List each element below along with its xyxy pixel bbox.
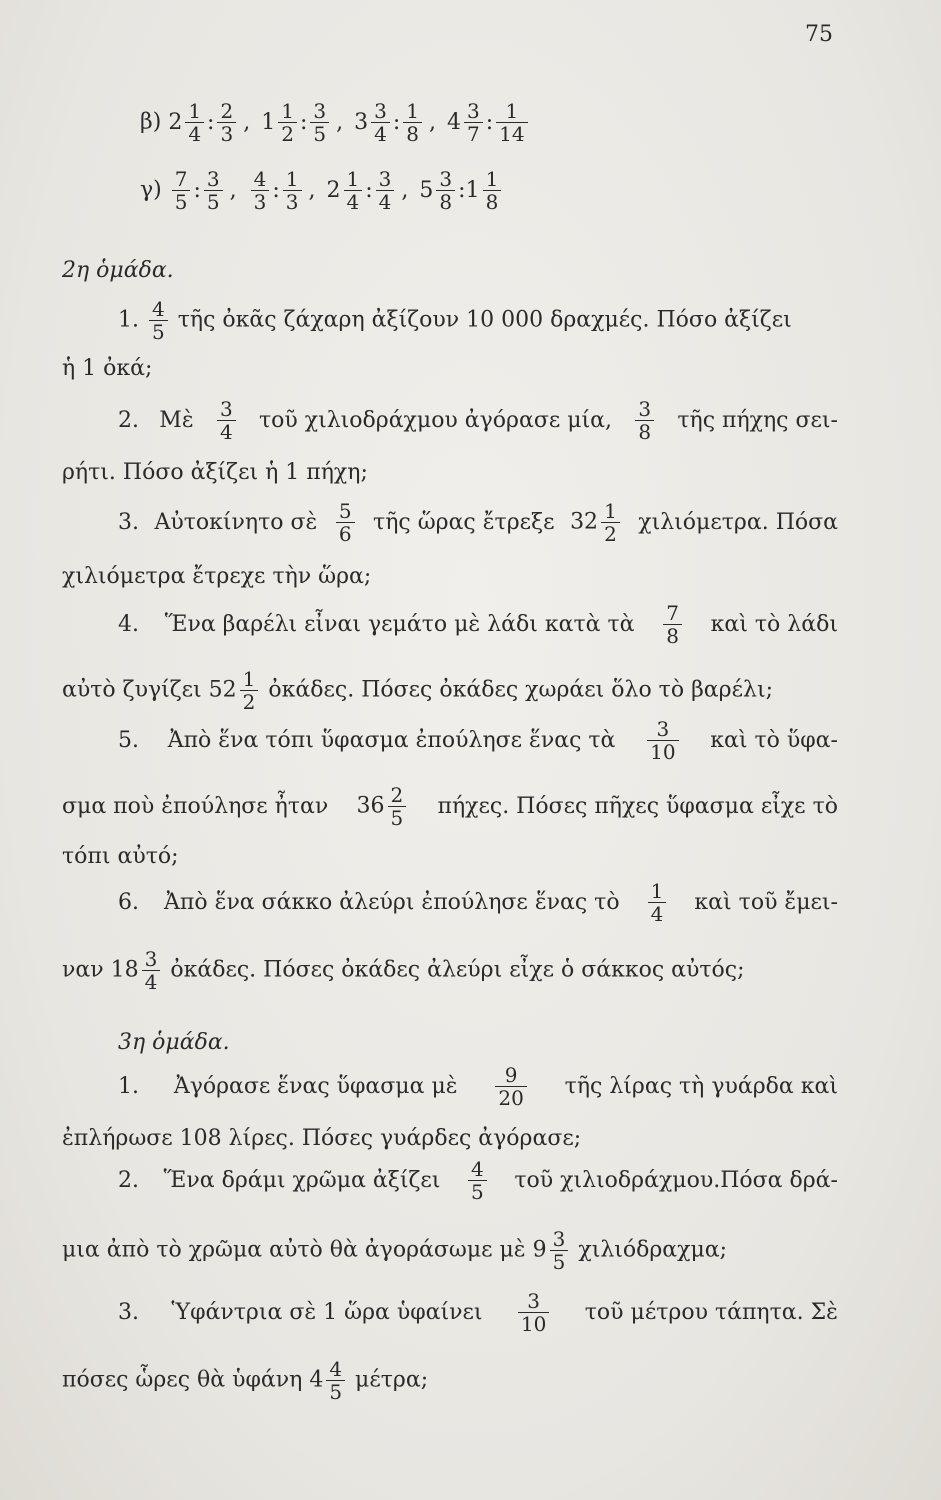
problem-2-3: 3. Αὐτοκίνητο σὲ $\frac{5}{6}$ τῆς ὥρας ἔτρεξε 32 $\frac{1}{2}$ χιλιόμετρα. Πόσα (118, 499, 838, 546)
division-expression: 4 $\frac{3}{7}$ : $\frac{1}{14}$ (447, 110, 531, 135)
problem-2-6-cont: ναν 18 $\frac{3}{4}$ ὀκάδες. Πόσες ὀκάδες ἀλεύρι εἶχε ὁ σάκκος αὐτός; (62, 947, 745, 994)
problem-2-6: 6. Ἀπὸ ἕνα σάκκο ἀλεύρι ἐπούλησε ἕνας τὸ $\frac{1}{4}$ καὶ τοῦ ἔμει- (118, 879, 838, 926)
problem-2-2-cont: ρήτι. Πόσο ἀξίζει ἡ 1 πήχη; (62, 460, 368, 485)
page-number: 75 (805, 22, 833, 47)
division-expression: 2 $\frac{1}{4}$ : $\frac{3}{4}$ , (326, 167, 409, 214)
problem-2-3-cont: χιλιόμετρα ἔτρεχε τὴν ὥρα; (62, 564, 372, 589)
exercise-b-row (140, 100, 531, 145)
problem-2-4-cont: αὐτὸ ζυγίζει 52 $\frac{1}{2}$ ὀκάδες. Πόσες ὀκάδες χωράει ὅλο τὸ βαρέλι; (62, 667, 773, 714)
division-expression: 1 $\frac{1}{2}$ : $\frac{3}{5}$ , (261, 99, 344, 146)
exercise-c-label: γ) (140, 177, 162, 203)
division-expression: $\frac{4}{3}$ : $\frac{1}{3}$ , (248, 178, 320, 203)
group-2-heading: 2η ὁμάδα. (62, 258, 174, 283)
problem-2-5-cont: σμα ποὺ ἐπούλησε ἦταν 36 $\frac{2}{5}$ πήχες. Πόσες πῆχες ὕφασμα εἶχε τὸ (62, 783, 838, 830)
exercise-c-row (140, 168, 504, 213)
problem-3-3: 3. Ὑφάντρια σὲ 1 ὥρα ὑφαίνει $\frac{3}{10}$ τοῦ μέτρου τάπητα. Σὲ (118, 1289, 838, 1336)
problem-2-1-cont: ἡ 1 ὀκά; (62, 356, 153, 381)
division-expression: $\frac{7}{5}$ : $\frac{3}{5}$ , (169, 178, 241, 203)
exercise-b-label: β) (140, 109, 162, 135)
division-expression: 5 $\frac{3}{8}$ :1 $\frac{1}{8}$ (419, 178, 504, 203)
problem-3-2: 2. Ἕνα δράμι χρῶμα ἀξίζει $\frac{4}{5}$ τοῦ χιλιοδράχμου.Πόσα δρά- (118, 1157, 838, 1204)
division-expression: 2 $\frac{1}{4}$ : $\frac{2}{3}$ , (168, 99, 251, 146)
problem-2-1: 1. $\frac{4}{5}$ τῆς ὀκᾶς ζάχαρη ἀξίζουν 10 000 δραχμές. Πόσο ἀξίζει (118, 297, 792, 344)
division-expression: 3 $\frac{3}{4}$ : $\frac{1}{8}$ , (354, 99, 436, 146)
problem-2-2: 2. Μὲ $\frac{3}{4}$ τοῦ χιλιοδράχμου ἀγόρασε μία, $\frac{3}{8}$ τῆς πήχης σει- (118, 397, 838, 444)
problem-2-4: 4. Ἕνα βαρέλι εἶναι γεμάτο μὲ λάδι κατὰ τὰ $\frac{7}{8}$ καὶ τὸ λάδι (118, 601, 838, 648)
problem-3-1: 1. Ἀγόρασε ἕνας ὕφασμα μὲ $\frac{9}{20}$ τῆς λίρας τὴ γυάρδα καὶ (118, 1063, 838, 1110)
problem-2-5-cont2: τόπι αὐτό; (62, 844, 179, 869)
problem-2-5: 5. Ἀπὸ ἕνα τόπι ὕφασμα ἐπούλησε ἕνας τὰ $\frac{3}{10}$ καὶ τὸ ὕφα- (118, 717, 838, 764)
problem-3-3-cont: πόσες ὧρες θὰ ὑφάνη 4 $\frac{4}{5}$ μέτρα; (62, 1357, 429, 1404)
group-3-heading: 3η ὁμάδα. (118, 1030, 230, 1055)
problem-3-1-cont: ἐπλήρωσε 108 λίρες. Πόσες γυάρδες ἀγόρασε; (62, 1126, 582, 1151)
problem-3-2-cont: μια ἀπὸ τὸ χρῶμα αὐτὸ θὰ ἀγοράσωμε μὲ 9 $\frac{3}{5}$ χιλιόδραχμα; (62, 1227, 728, 1274)
